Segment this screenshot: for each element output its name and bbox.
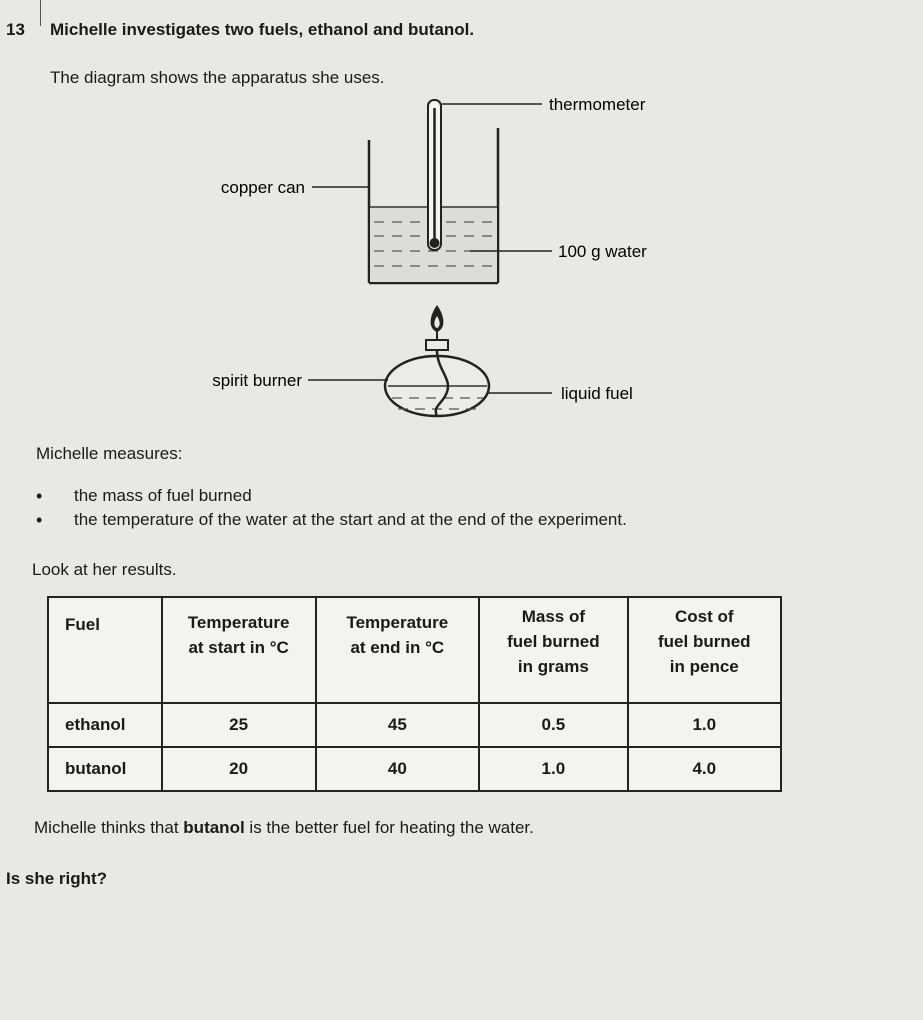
cell-fuel: butanol bbox=[48, 747, 162, 791]
conclusion-emphasis: butanol bbox=[183, 818, 245, 837]
cell-cost: 1.0 bbox=[628, 703, 781, 747]
liquid-fuel-label: liquid fuel bbox=[561, 384, 633, 403]
results-table bbox=[47, 596, 782, 792]
header-start-temp: Temperature at start in °C bbox=[162, 597, 316, 703]
cell-end-temp: 45 bbox=[316, 703, 480, 747]
copper-can-label: copper can bbox=[220, 178, 305, 197]
table-row bbox=[48, 703, 781, 747]
conclusion-before: Michelle thinks that bbox=[34, 818, 184, 837]
results-intro: Look at her results. bbox=[32, 560, 177, 579]
list-item: • the temperature of the water at the start and at the end of the experiment. bbox=[36, 508, 627, 532]
measures-list bbox=[36, 484, 627, 532]
header-cost: Cost of fuel burned in pence bbox=[628, 597, 781, 703]
question-number: 13 bbox=[6, 20, 25, 39]
measures-intro: Michelle measures: bbox=[36, 444, 183, 463]
thermometer-label: thermometer bbox=[549, 95, 646, 114]
cell-start-temp: 25 bbox=[162, 703, 316, 747]
final-question: Is she right? bbox=[6, 869, 108, 888]
header-end-temp: Temperature at end in °C bbox=[316, 597, 480, 703]
cell-cost: 4.0 bbox=[628, 747, 781, 791]
header-mass: Mass of fuel burned in grams bbox=[479, 597, 627, 703]
table-header-row bbox=[48, 597, 781, 703]
cell-end-temp: 40 bbox=[316, 747, 480, 791]
table-row bbox=[48, 747, 781, 791]
cell-start-temp: 20 bbox=[162, 747, 316, 791]
header-fuel: Fuel bbox=[48, 597, 162, 703]
cell-mass: 1.0 bbox=[479, 747, 627, 791]
cell-fuel: ethanol bbox=[48, 703, 162, 747]
apparatus-diagram bbox=[0, 0, 923, 430]
water-label: 100 g water bbox=[558, 242, 647, 261]
cell-mass: 0.5 bbox=[479, 703, 627, 747]
conclusion-text bbox=[34, 818, 534, 838]
diagram-intro: The diagram shows the apparatus she uses. bbox=[50, 68, 385, 87]
list-item: • the mass of fuel burned bbox=[36, 484, 627, 508]
spirit-burner-label: spirit burner bbox=[212, 371, 302, 390]
question-intro: Michelle investigates two fuels, ethanol and butanol. bbox=[50, 20, 475, 39]
thermometer bbox=[428, 100, 441, 250]
spirit-burner bbox=[385, 330, 489, 416]
conclusion-after: is the better fuel for heating the water. bbox=[244, 818, 534, 837]
